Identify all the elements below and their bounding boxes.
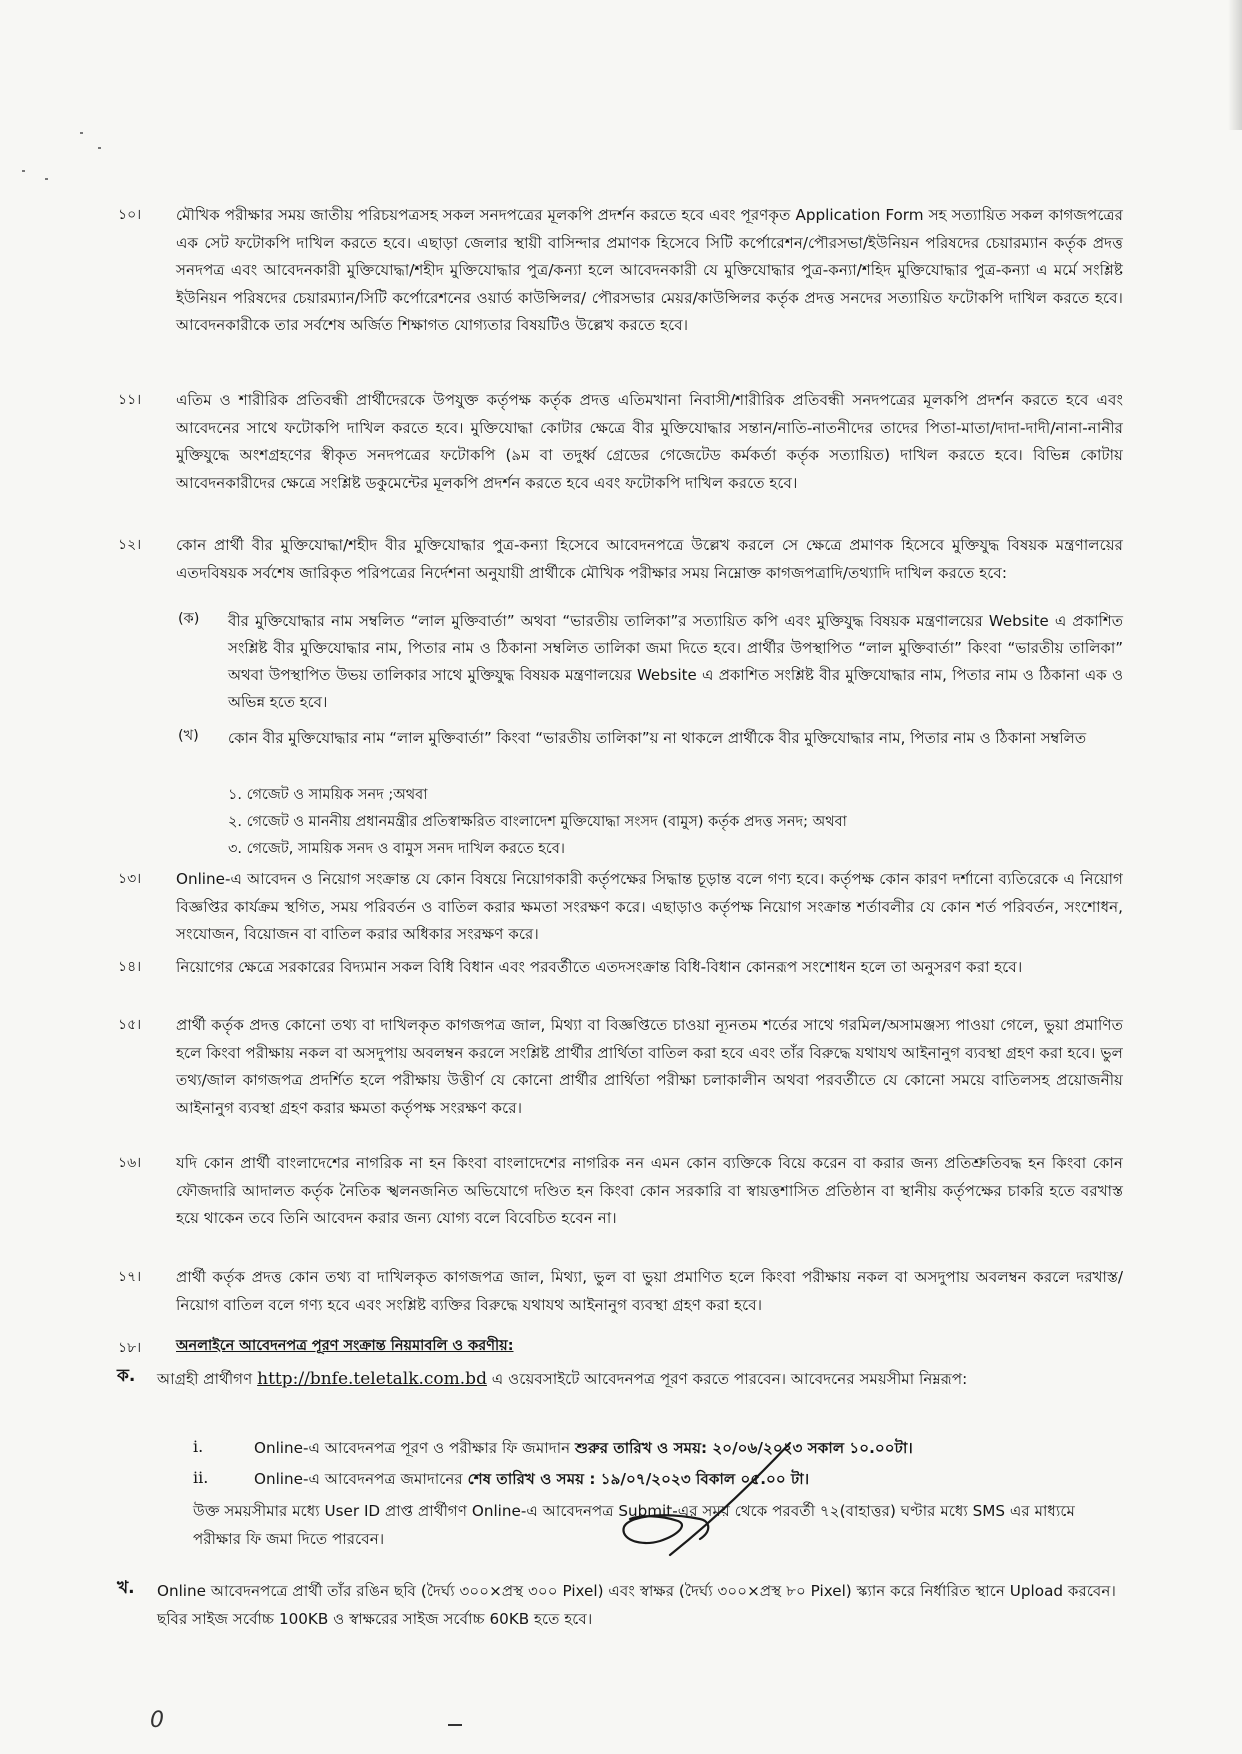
clause-number: ১৩। [118,871,142,887]
scan-speck [45,178,48,180]
clause-text: কোন প্রার্থী বীর মুক্তিযোদ্ধা/শহীদ বীর মুক্তিযোদ্ধার পুত্র-কন্যা হিসেবে আবেদনপত্রে উল্লেখ করলে সে ক্ষেত্রে প্রমাণক হিসেবে মুক্তিযুদ্ধ বিষয়ক মন্ত্রণালয়ের এতদবিষয়ক সর্বশেষ জারিকৃত পরিপত্রের নির্দেশনা অনুযায়ী প্রার্থীকে মৌখিক পরীক্ষার সময় নিম্নোক্ত কাগজপত্রাদি/তথ্যাদি দাখিল করতে হবে: [176,536,1123,582]
clause-number: ১৬। [118,1155,142,1171]
clause-12-ka [178,608,1123,718]
roman-number: i. [193,1437,204,1456]
sub-text: কোন বীর মুক্তিযোদ্ধার নাম “লাল মুক্তিবার্তা” কিংবা “ভারতীয় তালিকা”য় না থাকলে প্রার্থীকে বীর মুক্তিযোদ্ধার নাম, পিতার নাম ও ঠিকানা সম্বলিত [228,729,1087,747]
scan-speck [22,170,25,172]
clause-number: ১৮। [118,1340,142,1356]
scan-speck [98,147,101,149]
roman-number: ii. [193,1468,209,1487]
scan-speck [80,132,83,134]
clause-18-ka [117,1365,1123,1425]
schedule-end-pre: Online-এ আবেদনপত্র জমাদানের [254,1470,468,1488]
clause-text: যদি কোন প্রার্থী বাংলাদেশের নাগরিক না হন কিংবা বাংলাদেশের নাগরিক নন এমন কোন ব্যক্তিকে বিয়ে করেন বা করার জন্য প্রতিশ্রুতিবদ্ধ হন কিংবা কোন ফৌজদারি আদালত কর্তৃক নৈতিক স্খলনজনিত অভিযোগে দণ্ডিত হন কিংবা কোন সরকারি বা স্বায়ত্তশাসিত প্রতিষ্ঠান বা স্থানীয় কর্তৃপক্ষের চাকরি হতে বরখাস্ত হয়ে থাকেন তবে তিনি আবেদন করার জন্য যোগ্য বলে বিবেচিত হবেন না। [176,1154,1123,1227]
clause-18 [118,1335,1123,1365]
clause-number: ১০। [118,207,142,223]
clause-text: নিয়োগের ক্ষেত্রে সরকারের বিদ্যমান সকল বিধি বিধান এবং পরবর্তীতে এতদসংক্রান্ত বিধি-বিধান কোনরূপ সংশোধন হলে তা অনুসরণ করা হবে। [176,958,1023,976]
clause-text: প্রার্থী কর্তৃক প্রদত্ত কোন তথ্য বা দাখিলকৃত কাগজপত্র জাল, মিথ্যা, ভুল বা ভুয়া প্রমাণিত হলে কিংবা পরীক্ষায় নকল বা অসদুপায় অবলম্বন করলে দরখাস্ত/নিয়োগ বাতিল বলে গণ্য হবে এবং সংশ্লিষ্ট ব্যক্তির বিরুদ্ধে যথাযথ আইনানুগ ব্যবস্থা গ্রহণ করা হবে। [176,1268,1123,1314]
clause-10 [118,202,1123,377]
clause-15 [118,1012,1123,1152]
section-heading: অনলাইনে আবেদনপত্র পূরণ সংক্রান্ত নিয়মাবলি ও করণীয়: [176,1338,514,1354]
sub-text: Online আবেদনপত্রে প্রার্থী তাঁর রঙিন ছবি (দৈর্ঘ্য ৩০০×প্রস্থ ৩০০ Pixel) এবং স্বাক্ষর (দৈর্ঘ্য ৩০০×প্রস্থ ৮০ Pixel) স্ক্যান করে নির্ধারিত স্থানে Upload করবেন। ছবির সাইজ সর্বোচ্চ 100KB ও স্বাক্ষরের সাইজ সর্বোচ্চ 60KB হতে হবে। [157,1582,1116,1628]
clause-14 [118,954,1123,1014]
clause-17 [118,1264,1123,1324]
clause-text: এতিম ও শারীরিক প্রতিবন্ধী প্রার্থীদেরকে উপযুক্ত কর্তৃপক্ষ কর্তৃক প্রদত্ত এতিমখানা নিবাসী/শারীরিক প্রতিবন্ধী সনদপত্রের মূলকপি প্রদর্শন করতে হবে এবং আবেদনের সাথে ফটোকপি দাখিল করতে হবে। মুক্তিযোদ্ধা কোটার ক্ষেত্রে বীর মুক্তিযোদ্ধার সন্তান/নাতি-নাতনীদের তাদের পিতা-মাতা/দাদা-দাদী/নানা-নানীর মুক্তিযুদ্ধে অংশগ্রহণের স্বীকৃত সনদপত্রের ফটোকপি (৯ম বা তদুর্ধ্ব গ্রেডের গেজেটেড কর্মকর্তা কর্তৃক সত্যায়িত) দাখিল করতে হবে। বিভিন্ন কোটায় আবেদনকারীদের ক্ষেত্রে সংশ্লিষ্ট ডকুমেন্টের মূলকপি প্রদর্শন করতে হবে এবং ফটোকপি দাখিল করতে হবে। [176,391,1123,492]
clause-number: ১১। [118,392,142,408]
sub-text [157,1365,1123,1393]
clause-number: ১৫। [118,1017,142,1033]
sub-label: (খ) [178,728,199,744]
clause-18-kha [117,1577,1123,1637]
clause-text: Online-এ আবেদন ও নিয়োগ সংক্রান্ত যে কোন বিষয়ে নিয়োগকারী কর্তৃপক্ষের সিদ্ধান্ত চূড়ান্ত বলে গণ্য হবে। কর্তৃপক্ষ কোন কারণ দর্শানো ব্যতিরেকে এ নিয়োগ বিজ্ঞপ্তির কার্যক্রম স্থগিত, সময় পরিবর্তন ও বাতিল করার ক্ষমতা সংরক্ষণ করে। এছাড়াও কর্তৃপক্ষ নিয়োগ সংক্রান্ত শর্তাবলীর যে কোন শর্ত পরিবর্তন, সংশোধন, সংযোজন, বিয়োজন বা বাতিল করার অধিকার সংরক্ষণ করে। [176,870,1123,943]
scan-mark: 0 [150,1708,164,1733]
schedule-start-datetime: শুরুর তারিখ ও সময়: ২০/০৬/২০২৩ সকাল ১০.০০টা। [575,1439,913,1457]
scan-edge-shadow [1228,0,1242,130]
sub-text: বীর মুক্তিযোদ্ধার নাম সম্বলিত “লাল মুক্তিবার্তা” অথবা “ভারতীয় তালিকা”র সত্যায়িত কপি এবং মুক্তিযুদ্ধ বিষয়ক মন্ত্রণালয়ের Website এ প্রকাশিত সংশ্লিষ্ট বীর মুক্তিযোদ্ধার নাম, পিতার নাম ও ঠিকানা সম্বলিত তালিকা জমা দিতে হবে। প্রার্থীর উপস্থাপিত “লাল মুক্তিবার্তা” কিংবা “ভারতীয় তালিকা” অথবা উপস্থাপিত উভয় তালিকার সাথে মুক্তিযুদ্ধ বিষয়ক মন্ত্রণালয়ের Website এ প্রকাশিত সংশ্লিষ্ট বীর মুক্তিযোদ্ধার নাম, পিতার নাম ও ঠিকানা এক ও অভিন্ন হতে হবে। [228,612,1123,711]
numbered-line: ১. গেজেট ও সাময়িক সনদ ;অথবা [228,787,428,803]
clause-16 [118,1150,1123,1265]
clause-text: মৌখিক পরীক্ষার সময় জাতীয় পরিচয়পত্রসহ সকল সনদপত্রের মূলকপি প্রদর্শন করতে হবে এবং পূরণকৃত Application Form সহ সত্যায়িত সকল কাগজপত্রের এক সেট ফটোকপি দাখিল করতে হবে। এছাড়া জেলার স্থায়ী বাসিন্দার প্রমাণক হিসেবে সিটি কর্পোরেশন/পৌরসভা/ইউনিয়ন পরিষদের চেয়ারম্যান কর্তৃক প্রদত্ত সনদপত্র এবং আবেদনকারী মুক্তিযোদ্ধা/শহীদ মুক্তিযোদ্ধার পুত্র/কন্যা হলে আবেদনকারী যে মুক্তিযোদ্ধার পুত্র-কন্যা/শহিদ মুক্তিযোদ্ধার পুত্র-কন্যা এ মর্মে সংশ্লিষ্ট ইউনিয়ন পরিষদের চেয়ারম্যান/সিটি কর্পোরেশনের ওয়ার্ড কাউন্সিলর/ পৌরসভার মেয়র/কাউন্সিলর কর্তৃক প্রদত্ত সনদের সত্যায়িত ফটোকপি দাখিল করতে হবে। আবেদনকারীকে তার সর্বশেষ অর্জিত শিক্ষাগত যোগ্যতার বিষয়টিও উল্লেখ করতে হবে। [176,206,1123,334]
sub-label: খ. [117,1578,135,1598]
clause-number: ১৭। [118,1269,142,1285]
scan-mark [448,1724,462,1726]
fee-payment-note: উক্ত সময়সীমার মধ্যে User ID প্রাপ্ত প্রার্থীগণ Online-এ আবেদনপত্র Submit-এর সময় থেকে পরবর্তী ৭২(বাহাত্তর) ঘণ্টার মধ্যে SMS এর মাধ্যমে পরীক্ষার ফি জমা দিতে পারবেন। [193,1502,1075,1548]
handwritten-signature [560,1435,820,1575]
clause-13 [118,866,1123,956]
clause-number: ১২। [118,537,142,553]
clause-text: প্রার্থী কর্তৃক প্রদত্ত কোনো তথ্য বা দাখিলকৃত কাগজপত্র জাল, মিথ্যা বা বিজ্ঞপ্তিতে চাওয়া ন্যূনতম শর্তের সাথে গরমিল/অসামঞ্জস্য পাওয়া গেলে, ভুয়া প্রমাণিত হলে কিংবা পরীক্ষায় নকল বা অসদুপায় অবলম্বন করলে সংশ্লিষ্ট প্রার্থীর প্রার্থিতা বাতিল করা হবে এবং তাঁর বিরুদ্ধে যথাযথ আইনানুগ ব্যবস্থা গ্রহণ করা হবে। ভুল তথ্য/জাল কাগজপত্র প্রদর্শিত হলে পরীক্ষায় উত্তীর্ণ যে কোনো প্রার্থীর প্রার্থিতা পরীক্ষা চলাকালীন অথবা পরবর্তীতে যে কোনো সময়ে বাতিলসহ প্রয়োজনীয় আইনানুগ ব্যবস্থা গ্রহণ করার ক্ষমতা কর্তৃপক্ষ সংরক্ষণ করে। [176,1016,1123,1117]
ka-text-pre: আগ্রহী প্রার্থীগণ [157,1370,258,1388]
sub-label: (ক) [178,611,200,627]
schedule-end-datetime: শেষ তারিখ ও সময় : ১৯/০৭/২০২৩ বিকাল ০৫.০০ টা। [467,1470,810,1488]
sub-label: ক. [117,1366,136,1386]
numbered-line: ২. গেজেট ও মাননীয় প্রধানমন্ত্রীর প্রতিস্বাক্ষরিত বাংলাদেশ মুক্তিযোদ্ধা সংসদ (বামুস) কর্তৃক প্রদত্ত সনদ; অথবা [228,814,847,830]
clause-number: ১৪। [118,959,142,975]
clause-11 [118,387,1123,532]
application-website-link[interactable]: http://bnfe.teletalk.com.bd [257,1369,487,1389]
ka-text-post: এ ওয়েবসাইটে আবেদনপত্র পূরণ করতে পারবেন। আবেদনের সময়সীমা নিম্নরূপ: [486,1370,968,1388]
schedule-start-pre: Online-এ আবেদনপত্র পূরণ ও পরীক্ষার ফি জমাদান [254,1439,576,1457]
clause-12-kha [178,725,1123,781]
numbered-line: ৩. গেজেট, সাময়িক সনদ ও বামুস সনদ দাখিল করতে হবে। [228,841,565,857]
